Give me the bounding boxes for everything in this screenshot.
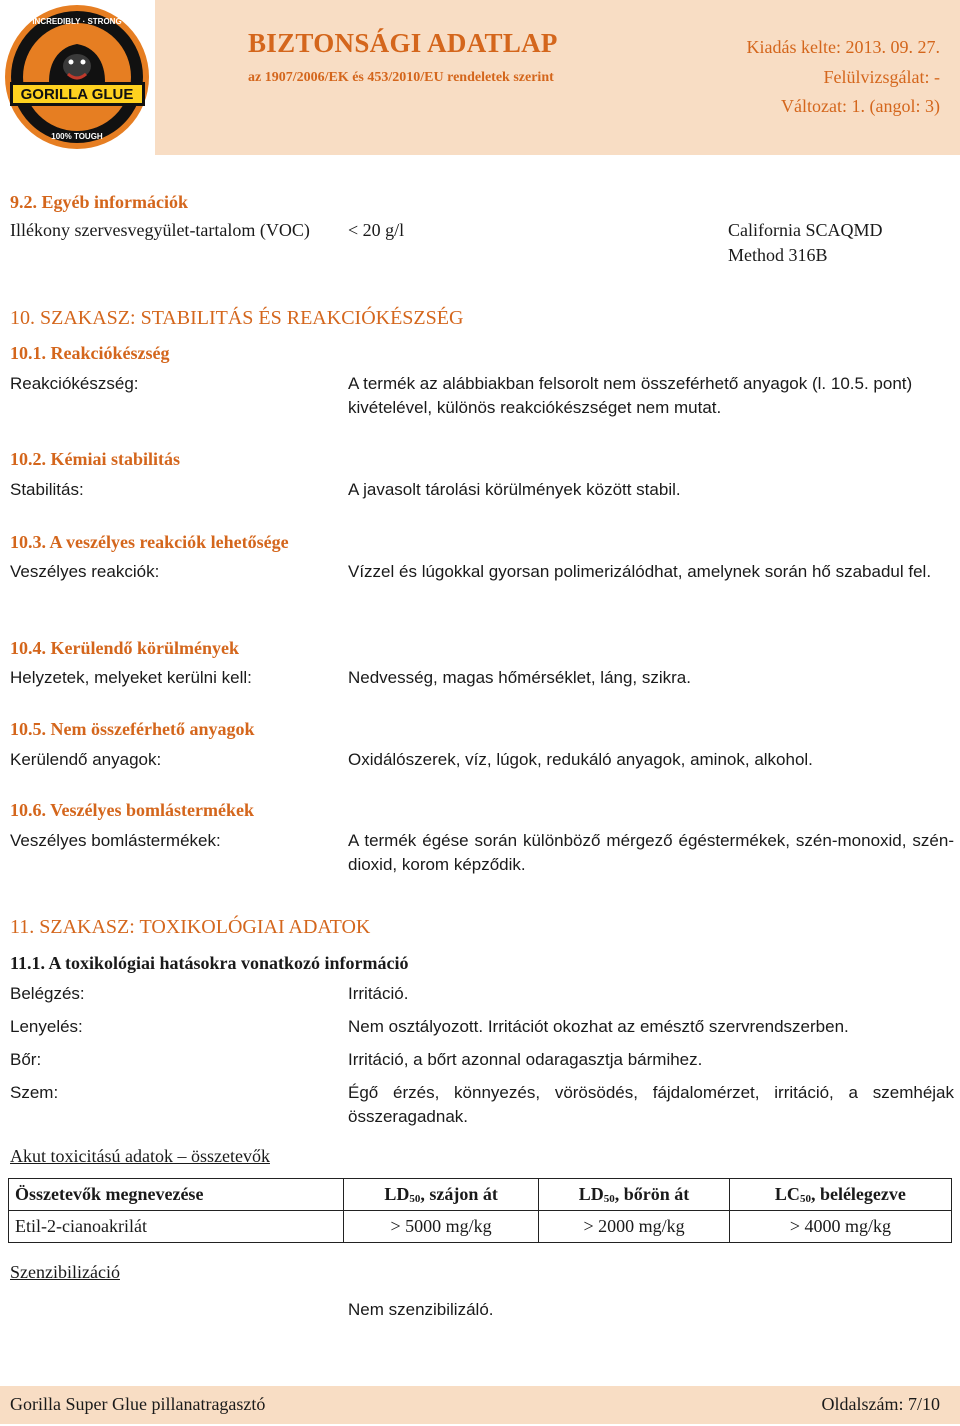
- issue-date: Kiadás kelte: 2013. 09. 27.: [746, 37, 940, 57]
- gorilla-glue-logo: [0, 0, 155, 155]
- section-heading-10-5: 10.5. Nem összeférhető anyagok: [10, 719, 255, 739]
- sensitization-value: Nem szenzibilizáló.: [348, 1300, 494, 1319]
- skin-value: Irritáció, a bőrt azonnal odaragasztja bármihez.: [348, 1050, 703, 1069]
- col-header-ld50-oral: $LD_{50}$, szájon át: [344, 1179, 539, 1211]
- skin-label: Bőr:: [10, 1050, 42, 1069]
- table-header-row: [9, 1179, 952, 1211]
- cell-ld50-oral: > 5000 mg/kg: [344, 1211, 539, 1243]
- reactivity-value: A termék az alábbiakban felsorolt nem összeférhető anyagok (l. 10.5. pont) kivételével, különös reakciókészséget nem mutat.: [348, 374, 913, 417]
- conditions-to-avoid-label: Helyzetek, melyeket kerülni kell:: [10, 668, 252, 687]
- ingestion-value: Nem osztályozott. Irritációt okozhat az emésztő szervrendszerben.: [348, 1017, 849, 1036]
- col-header-component: Összetevők megnevezése: [9, 1179, 344, 1211]
- inhalation-label: Belégzés:: [10, 984, 85, 1003]
- footer-product-name: Gorilla Super Glue pillanatragasztó: [10, 1394, 266, 1414]
- revision-info: Felülvizsgálat: -: [823, 67, 940, 87]
- ingestion-label: Lenyelés:: [10, 1017, 83, 1036]
- voc-value: < 20 g/l: [348, 220, 405, 240]
- reactivity-label: Reakciókészség:: [10, 374, 139, 393]
- voc-label: Illékony szervesvegyület-tartalom (VOC): [10, 220, 310, 240]
- regulation-reference: az 1907/2006/EK és 453/2010/EU rendeletek szerint: [248, 70, 554, 85]
- section-title-10: 10. SZAKASZ: STABILITÁS ÉS REAKCIÓKÉSZSÉG: [10, 307, 464, 329]
- section-heading-11-1: 11.1. A toxikológiai hatásokra vonatkozó információ: [10, 953, 409, 973]
- section-heading-10-1: 10.1. Reakciókészség: [10, 343, 170, 363]
- cell-component-name: Etil-2-cianoakrilát: [9, 1211, 344, 1243]
- section-heading-10-2: 10.2. Kémiai stabilitás: [10, 449, 180, 469]
- decomposition-products-value: A termék égése során különböző mérgező égéstermékek, szén-monoxid, szén-dioxid, korom képződik.: [348, 831, 954, 874]
- voc-method-line2: Method 316B: [728, 245, 828, 265]
- eye-label: Szem:: [10, 1083, 59, 1102]
- hazardous-reactions-label: Veszélyes reakciók:: [10, 562, 160, 581]
- acute-toxicity-table: [8, 1178, 952, 1243]
- section-heading-10-6: 10.6. Veszélyes bomlástermékek: [10, 800, 254, 820]
- document-title: BIZTONSÁGI ADATLAP: [248, 28, 558, 58]
- stability-value: A javasolt tárolási körülmények között stabil.: [348, 480, 681, 499]
- table-row: [9, 1211, 952, 1243]
- svg-text:GORILLA GLUE: GORILLA GLUE: [20, 86, 134, 103]
- section-heading-9-2: 9.2. Egyéb információk: [10, 192, 188, 212]
- svg-text:100% TOUGH: 100% TOUGH: [51, 132, 103, 141]
- decomposition-products-label: Veszélyes bomlástermékek:: [10, 831, 221, 850]
- voc-method-line1: California SCAQMD: [728, 220, 883, 240]
- version-info: Változat: 1. (angol: 3): [781, 96, 940, 116]
- eye-value: Égő érzés, könnyezés, vörösödés, fájdalomérzet, irritáció, a szemhéjak összeragadnak.: [348, 1083, 954, 1126]
- conditions-to-avoid-value: Nedvesség, magas hőmérséklet, láng, szikra.: [348, 668, 691, 687]
- stability-label: Stabilitás:: [10, 480, 84, 499]
- footer-page-number: Oldalszám: 7/10: [821, 1394, 940, 1414]
- section-heading-10-3: 10.3. A veszélyes reakciók lehetősége: [10, 532, 289, 552]
- col-header-lc50-inhalation: $LC_{50}$, belélegezve: [729, 1179, 951, 1211]
- col-header-ld50-dermal: $LD_{50}$, bőrön át: [539, 1179, 730, 1211]
- svg-text:INCREDIBLY · STRONG: INCREDIBLY · STRONG: [32, 17, 122, 26]
- sensitization-title: Szenzibilizáció: [10, 1262, 120, 1282]
- section-heading-10-4: 10.4. Kerülendő körülmények: [10, 638, 240, 658]
- cell-lc50-inhalation: > 4000 mg/kg: [729, 1211, 951, 1243]
- hazardous-reactions-value: Vízzel és lúgokkal gyorsan polimerizálódhat, amelynek során hő szabadul fel.: [348, 562, 932, 581]
- section-title-11: 11. SZAKASZ: TOXIKOLÓGIAI ADATOK: [10, 916, 371, 938]
- incompatible-materials-value: Oxidálószerek, víz, lúgok, redukáló anyagok, aminok, alkohol.: [348, 750, 813, 769]
- incompatible-materials-label: Kerülendő anyagok:: [10, 750, 162, 769]
- inhalation-value: Irritáció.: [348, 984, 409, 1003]
- cell-ld50-dermal: > 2000 mg/kg: [539, 1211, 730, 1243]
- acute-toxicity-title: Akut toxicitású adatok – összetevők: [10, 1146, 270, 1166]
